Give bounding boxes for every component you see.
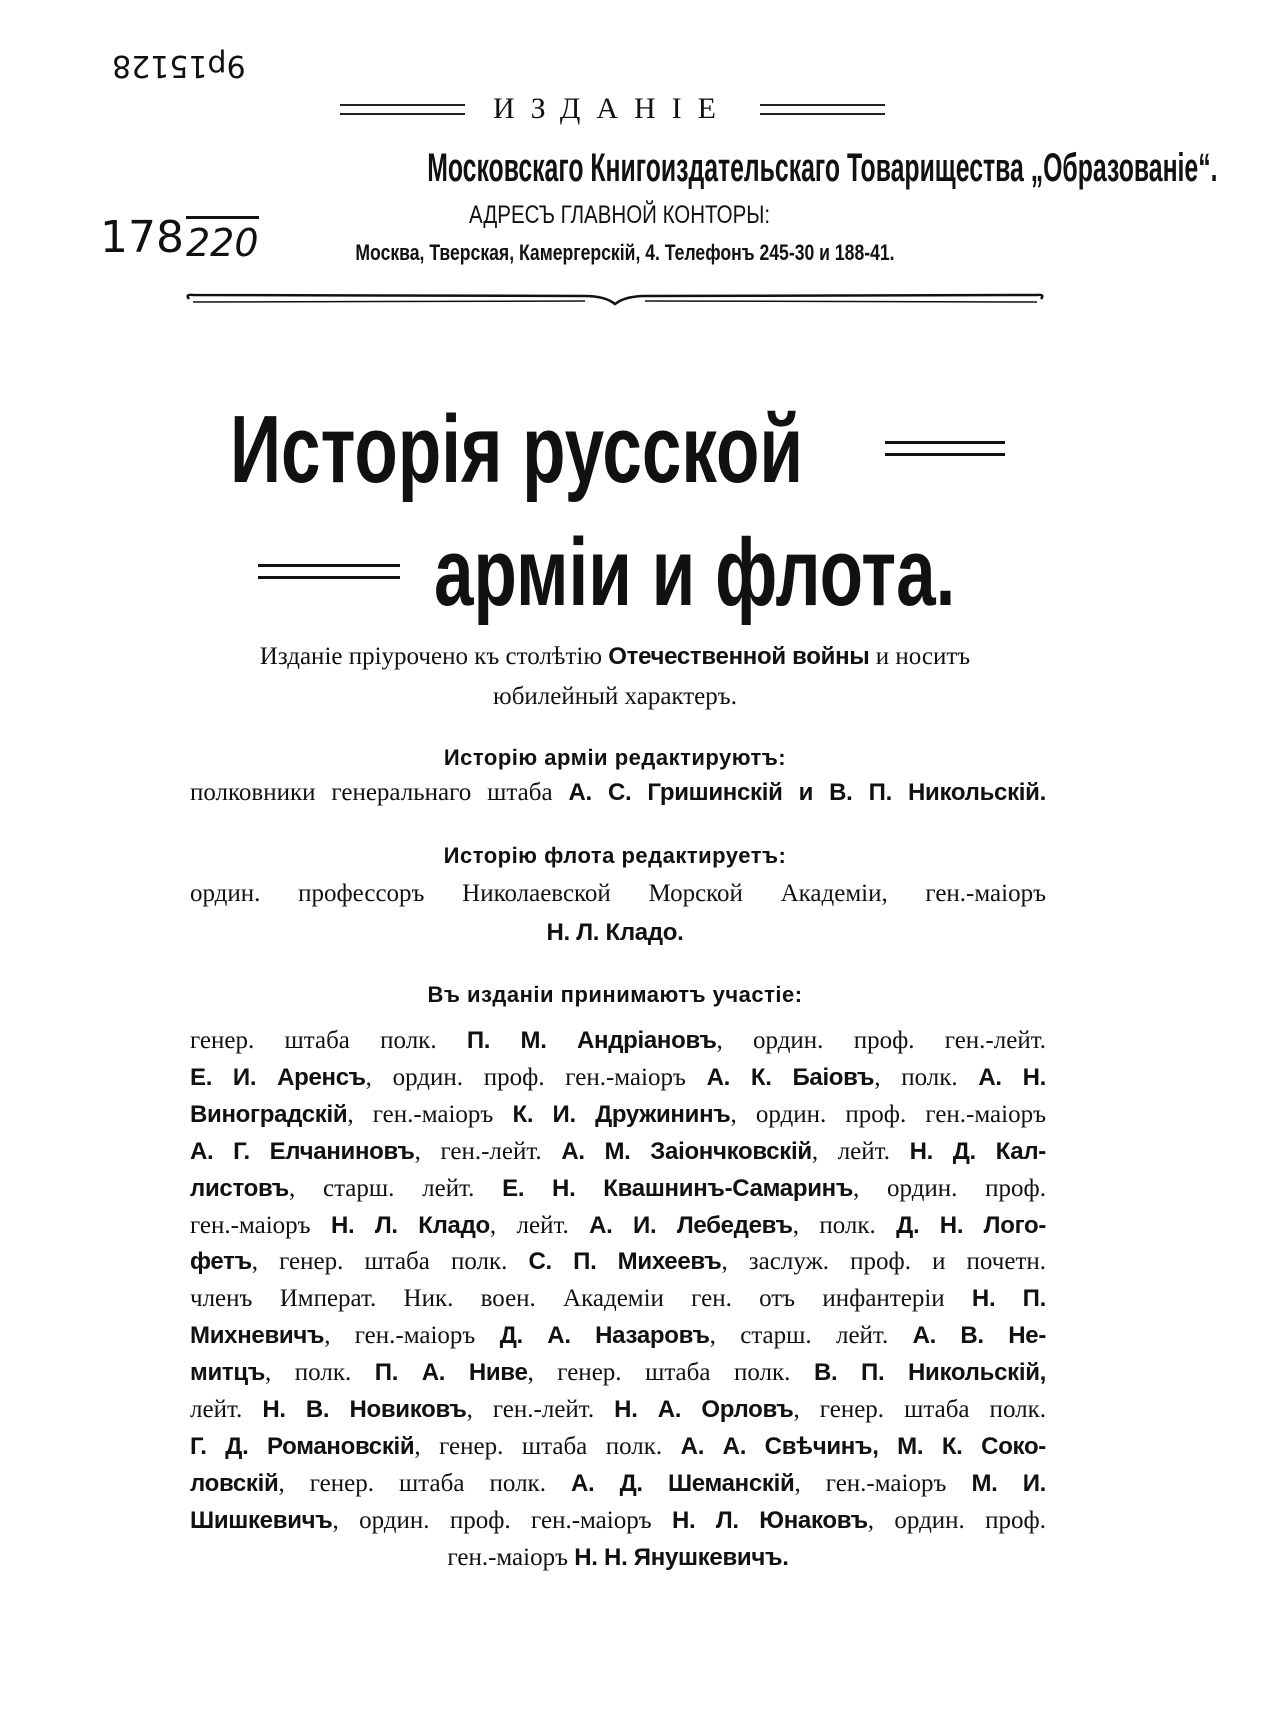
contributors-line bbox=[190, 1465, 1046, 1502]
contributor-name: Н. Д. Кал- bbox=[909, 1137, 1046, 1165]
contributors-line bbox=[190, 1243, 1046, 1280]
contributors-line bbox=[190, 1170, 1046, 1207]
fleet-editor-text: ордин. профессоръ Николаевской Морской Академіи, ген.-маіоръ bbox=[190, 880, 1046, 907]
contributor-name: митцъ bbox=[190, 1359, 266, 1387]
contributor-rank: , полк. bbox=[874, 1063, 979, 1091]
contributor-name: листовъ bbox=[190, 1174, 289, 1202]
address: Москва, Тверская, Камергерскій, 4. Телефонъ 245-30 и 188-41. bbox=[355, 240, 895, 265]
contributor-rank: , генер. штаба полк. bbox=[527, 1359, 814, 1387]
title-text-2: арміи и флота. bbox=[434, 519, 956, 626]
subtitle-text: и носитъ bbox=[869, 643, 971, 670]
contributor-name: Михневичъ bbox=[190, 1322, 325, 1350]
contributor-rank: , ген.-маіоръ bbox=[794, 1469, 972, 1497]
contributor-name: Н. В. Новиковъ bbox=[262, 1396, 467, 1423]
fleet-editor-name: Н. Л. Кладо. bbox=[546, 919, 684, 946]
title-line-2 bbox=[258, 518, 1038, 626]
contributor-name: А. К. Баіовъ bbox=[706, 1063, 875, 1091]
contributor-rank: ген.-маіоръ bbox=[190, 1211, 331, 1239]
contributors-line bbox=[190, 1133, 1046, 1170]
subtitle-text: Изданіе пріурочено къ столѣтію bbox=[259, 643, 609, 670]
contributor-name: Н. Л. Юнаковъ bbox=[672, 1506, 868, 1534]
contributor-name: П. А. Ниве bbox=[374, 1359, 528, 1387]
contributor-name: Н. Л. Кладо bbox=[330, 1211, 490, 1239]
contributor-rank: , ордин. проф. ген.-маіоръ bbox=[332, 1506, 673, 1534]
contributor-rank: , ордин. проф. ген.-лейт. bbox=[716, 1027, 1047, 1054]
contributor-name: Виноградскій bbox=[190, 1100, 348, 1128]
publisher-wrap bbox=[185, 146, 1218, 191]
contributor-name: фетъ bbox=[190, 1248, 252, 1276]
contributor-rank: , полк. bbox=[265, 1359, 375, 1387]
contributor-name: Шишкевичъ bbox=[190, 1506, 333, 1534]
contributor-name: С. П. Михеевъ bbox=[528, 1248, 722, 1276]
contributor-rank: , ген.-лейт. bbox=[414, 1137, 562, 1165]
contributor-name: А. Г. Елчаниновъ bbox=[190, 1137, 415, 1165]
contributor-rank: , ордин. проф. ген.-маіоръ bbox=[730, 1100, 1047, 1128]
contributors-line bbox=[190, 1207, 1046, 1244]
contributor-name: К. И. Дружининъ bbox=[512, 1100, 731, 1128]
contributor-name: А. Д. Шеманскій bbox=[571, 1469, 795, 1497]
double-rule bbox=[885, 441, 1005, 456]
subtitle-line-1 bbox=[185, 643, 1045, 671]
contributor-name: Д. Н. Лого- bbox=[896, 1211, 1047, 1239]
contributors-line bbox=[190, 1022, 1046, 1059]
contributor-rank: , ген.-маіоръ bbox=[347, 1100, 513, 1128]
address-label: АДРЕСЪ ГЛАВНОЙ КОНТОРЫ: bbox=[469, 201, 771, 229]
contributor-name: А. В. Не- bbox=[912, 1322, 1047, 1350]
contributor-rank: , ордин. проф. bbox=[853, 1174, 1046, 1202]
contributors-line bbox=[190, 1539, 1046, 1576]
contributor-rank: , старш. лейт. bbox=[709, 1322, 913, 1350]
contributor-name: А. М. Заіончковскій bbox=[561, 1137, 812, 1165]
contributors-line bbox=[190, 1391, 1046, 1428]
contributor-name: Г. Д. Романовскій bbox=[190, 1432, 415, 1460]
handwritten-number-left: 178 bbox=[100, 212, 184, 263]
contributor-rank: , генер. штаба полк. bbox=[278, 1469, 572, 1497]
contributor-rank: ген.-маіоръ bbox=[447, 1543, 575, 1571]
contributors-line bbox=[190, 1354, 1046, 1391]
address-label-wrap bbox=[300, 201, 940, 230]
contributor-rank: членъ Императ. Ник. воен. Академіи ген. отъ инфантеріи bbox=[190, 1285, 972, 1313]
contributor-name: Д. А. Назаровъ bbox=[499, 1322, 710, 1350]
address-wrap bbox=[280, 240, 970, 266]
contributors-heading: Въ изданіи принимаютъ участіе: bbox=[427, 982, 803, 1007]
contributor-rank: , генер. штаба полк. bbox=[251, 1248, 529, 1276]
contributor-name: Н. Н. Янушкевичъ. bbox=[574, 1543, 789, 1571]
contributor-name: Е. И. Аренсъ bbox=[190, 1063, 366, 1091]
contributors-line bbox=[190, 1317, 1046, 1354]
double-rule bbox=[258, 564, 400, 579]
fleet-editor-heading: Исторію флота редактируетъ: bbox=[443, 843, 787, 868]
contributor-name: Н. А. Орловъ bbox=[614, 1396, 794, 1423]
contributor-rank: , лейт. bbox=[811, 1137, 910, 1165]
army-editors-text: полковники генеральнаго штаба bbox=[190, 779, 569, 806]
contributor-rank: , заслуж. проф. и почетн. bbox=[721, 1248, 1047, 1276]
edition-label-row bbox=[340, 92, 885, 126]
contributors-line bbox=[190, 1096, 1046, 1133]
title-text-1: Исторія русской bbox=[230, 396, 804, 503]
contributor-name: А. А. Свѣчинъ, М. К. Соко- bbox=[680, 1432, 1046, 1460]
contributor-name: М. И. bbox=[971, 1469, 1047, 1497]
handwritten-number-right: 220 bbox=[186, 216, 259, 265]
contributor-name: Н. П. bbox=[971, 1285, 1046, 1313]
contributor-rank: генер. штаба полк. bbox=[190, 1027, 467, 1054]
edition-label: ИЗДАНІЕ bbox=[493, 92, 732, 125]
contributor-name: В. П. Никольскій, bbox=[813, 1359, 1047, 1387]
contributor-name: ловскій bbox=[190, 1469, 279, 1497]
contributor-rank: , ген.-лейт. bbox=[466, 1396, 615, 1423]
handwritten-shelf-mark: 9р15128 bbox=[112, 48, 246, 83]
subtitle-emphasis: Отечественной войны bbox=[608, 643, 870, 670]
contributors-line bbox=[190, 1059, 1046, 1096]
contributor-name: П. М. Андріановъ bbox=[466, 1027, 717, 1054]
contributor-rank: , ордин. проф. ген.-маіоръ bbox=[365, 1063, 707, 1091]
contributor-name: А. Н. bbox=[978, 1063, 1047, 1091]
contributors-line bbox=[190, 1280, 1046, 1317]
double-rule bbox=[340, 104, 465, 115]
contributor-rank: , генер. штаба полк. bbox=[414, 1432, 681, 1460]
contributor-name: А. И. Лебедевъ bbox=[589, 1211, 793, 1239]
contributors-line bbox=[190, 1428, 1046, 1465]
contributor-rank: , ордин. проф. bbox=[867, 1506, 1046, 1534]
title-line-1 bbox=[230, 395, 1010, 503]
contributor-rank: , старш. лейт. bbox=[289, 1174, 503, 1202]
publisher-name: Московскаго Книгоиздательскаго Товарищества „Образованіе“. bbox=[427, 146, 1218, 190]
double-rule bbox=[760, 104, 885, 115]
contributor-rank: , ген.-маіоръ bbox=[324, 1322, 500, 1350]
army-editors-line bbox=[190, 779, 1046, 807]
ornamental-rule bbox=[185, 292, 1045, 306]
army-editors-names: А. С. Гришинскій и В. П. Никольскій. bbox=[568, 779, 1046, 806]
contributors-line bbox=[190, 1502, 1046, 1539]
contributor-rank: лейт. bbox=[190, 1396, 263, 1423]
army-editors-heading: Исторію арміи редактируютъ: bbox=[443, 745, 787, 770]
contributor-rank: , лейт. bbox=[489, 1211, 590, 1239]
contributor-rank: , генер. штаба полк. bbox=[793, 1396, 1046, 1423]
subtitle-line-2: юбилейный характеръ. bbox=[493, 683, 737, 710]
contributor-rank: , полк. bbox=[792, 1211, 897, 1239]
contributor-name: Е. Н. Квашнинъ-Самаринъ bbox=[502, 1174, 854, 1202]
